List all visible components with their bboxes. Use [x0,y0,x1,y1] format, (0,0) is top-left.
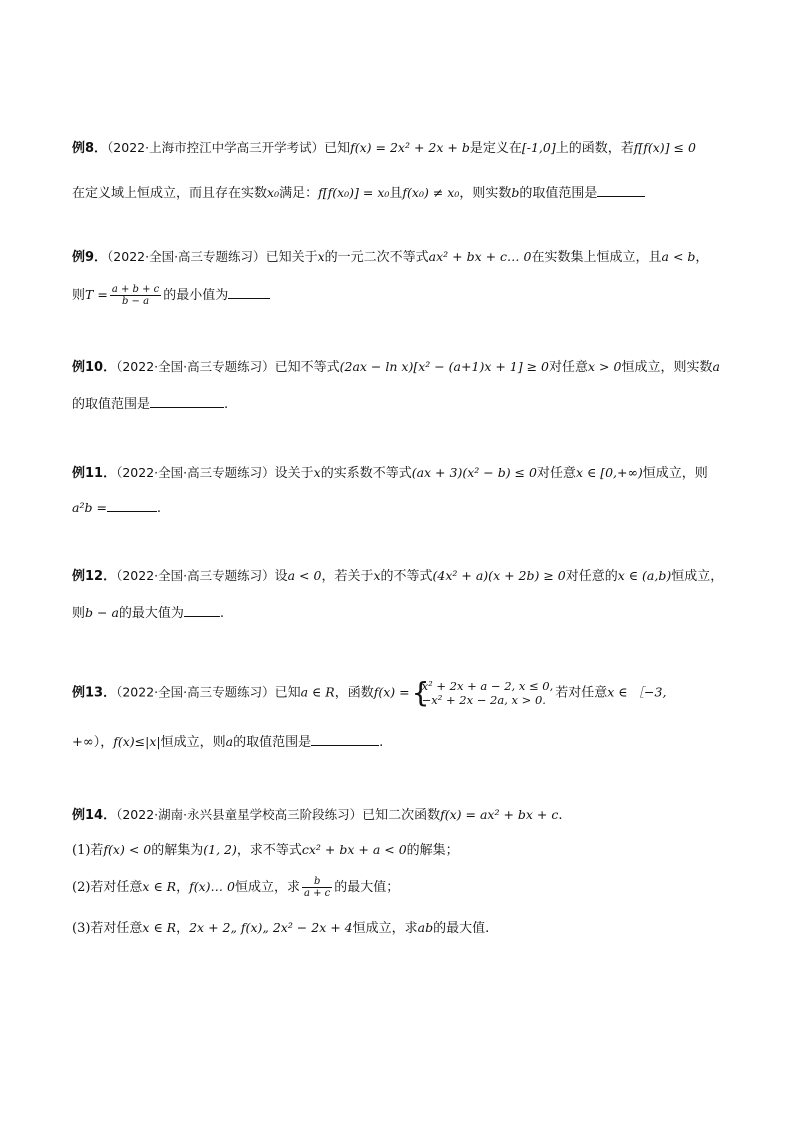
example-9-source: （2022·全国·高三专题练习） [107,249,266,264]
example-12-line-2 [72,603,732,624]
formula: T = [85,287,108,302]
fraction-denominator: b − a [121,296,150,307]
text: 在定义域上恒成立，而且存在实数 [72,186,268,201]
formula: a [225,734,234,749]
text: 恒成立，则 [642,466,708,481]
formula: f(x) = [373,684,410,700]
text: 的实系数不等式 [320,466,412,481]
answer-blank [150,395,224,408]
example-14-question-1 [72,840,732,861]
text: 恒成立，求 [234,880,300,895]
text: 的解集； [406,843,459,858]
formula: a < b [661,249,696,264]
example-11-line-2 [72,498,732,519]
text: 已知二次函数 [362,808,441,823]
formula: x ∈ (a,b) [617,568,672,583]
example-13-source: （2022·全国·高三专题练习） [116,684,275,700]
formula: [-1,0] [521,140,556,155]
example-14-source: （2022·湖南·永兴县童星学校高三阶段练习） [116,807,363,822]
text: ， [695,250,709,265]
formula: f(x) = 2x² + 2x + b [350,140,470,155]
example-11-line-1 [72,463,732,484]
text: 已知关于 [265,250,318,265]
formula: b − a [85,605,119,620]
text: 对任意的 [565,569,618,584]
example-13-line-2 [72,732,732,753]
formula: ab [417,920,434,935]
text: 的取值范围是 [519,186,598,201]
answer-blank [597,184,645,197]
formula: (2ax − ln x)[x² − (a+1)x + 1] ≥ 0 [339,359,549,374]
text: 的取值范围是 [72,397,151,412]
text: (3)若对任意 [72,921,143,936]
example-10-source: （2022·全国·高三专题练习） [116,359,275,374]
example-10-line-2 [72,395,732,415]
fraction-numerator: a + b + c [111,284,160,295]
formula: f[f(x₀)] = x₀ [318,185,390,200]
text: 满足： [279,186,319,201]
formula: b [511,185,520,200]
text: 是定义在 [469,141,522,156]
formula: x > 0 [588,359,622,374]
example-14-question-2 [72,876,732,899]
text: 对任意 [536,466,576,481]
example-12-label: 例12． [72,569,117,584]
text: . [558,808,563,823]
formula: f[f(x)] ≤ 0 [633,140,696,155]
example-12-source: （2022·全国·高三专题练习） [116,568,275,583]
example-14-label: 例14． [72,808,117,823]
text: . [379,735,384,750]
text: 的解集为 [151,843,204,858]
fraction-denominator: a + c [303,888,331,899]
text: 恒成立， [671,569,724,584]
text: ， [176,921,190,936]
example-14-question-3 [72,918,732,939]
text: 设关于 [274,466,314,481]
text: +∞）， [72,735,114,750]
text: ， [176,880,190,895]
text: 则 [72,288,86,303]
fraction [110,284,161,307]
text: 恒成立，则实数 [621,360,713,375]
formula: f(x)≤|x| [113,734,161,749]
text: 已知 [274,685,301,701]
example-8-line-2 [72,183,732,204]
example-11-source: （2022·全国·高三专题练习） [116,465,275,480]
text: 且 [389,186,403,201]
example-11-label: 例11． [72,466,117,481]
formula: x₀ [267,185,280,200]
example-12-line-1 [72,566,732,587]
example-8-label: 例8． [72,141,108,156]
text: . [156,501,162,516]
text: 的一元二次不等式 [324,250,429,265]
formula: (1, 2) [203,842,237,857]
text: 的不等式 [380,569,433,584]
text: 若对任意 [555,685,608,701]
text: 在实数集上恒成立，且 [531,250,662,265]
formula: x ∈ ［−3, [607,684,667,700]
formula: 2x + 2„ f(x)„ 2x² − 2x + 4 [189,920,353,935]
formula: ax² + bx + c… 0 [428,249,532,264]
text: 对任意 [549,360,589,375]
answer-blank [184,604,220,617]
fraction-numerator: b [302,876,332,888]
example-13-line-1 [72,676,732,709]
formula: x ∈ R [142,879,177,894]
example-9-line-1 [72,247,732,268]
text: 恒成立，则 [160,735,226,750]
formula: f(x₀) ≠ x₀ [402,185,460,200]
text: ，则实数 [459,186,512,201]
text: 设 [274,569,288,584]
formula: x [317,249,325,264]
text: 已知 [324,141,351,156]
fraction [302,876,332,899]
answer-blank [228,286,270,299]
text: 的最大值. [433,921,490,936]
text: (1)若 [72,843,104,858]
formula: x [313,465,321,480]
example-14-line-1 [72,805,732,826]
example-9-label: 例9． [72,250,108,265]
example-9-line-2 [72,284,732,307]
example-8-source: （2022·上海市控江中学高三开学考试） [107,140,325,155]
formula: f(x)… 0 [189,879,235,894]
formula: f(x) = ax² + bx + c [440,807,559,822]
example-10-line-1 [72,357,732,378]
formula: a ∈ R [300,684,335,700]
text: . [224,397,229,412]
formula: cx² + bx + a < 0 [301,842,407,857]
answer-blank [107,499,157,512]
text: ，函数 [334,685,374,701]
brace-icon: { [411,676,430,709]
text: 上的函数，若 [555,141,634,156]
formula: a²b = [72,500,107,515]
text: 恒成立，求 [352,921,418,936]
formula: a [712,359,720,374]
example-13-label: 例13． [72,685,117,701]
example-10-label: 例10． [72,360,117,375]
piecewise-row: x² + 2x + a − 2, x ≤ 0, [421,679,554,693]
text: ，若关于 [321,569,374,584]
formula: x ∈ R [142,920,177,935]
text: ，求不等式 [236,843,302,858]
formula: x ∈ [0,+∞) [575,465,643,480]
formula: f(x) < 0 [103,842,152,857]
answer-blank [311,733,379,746]
formula: a < 0 [287,568,322,583]
text: 的最小值为 [163,288,229,303]
example-8-line-1 [72,138,732,159]
text: . [219,606,225,621]
text: 的取值范围是 [233,735,312,750]
text: 的最大值为 [118,606,184,621]
text: (2)若对任意 [72,880,143,895]
piecewise-function [411,676,554,709]
piecewise-row: −x² + 2x − 2a, x > 0. [421,693,546,707]
text: 的最大值； [334,880,400,895]
text: 已知不等式 [274,360,340,375]
formula: x [373,568,381,583]
text: 则 [72,606,86,621]
formula: (4x² + a)(x + 2b) ≥ 0 [432,568,566,583]
formula: (ax + 3)(x² − b) ≤ 0 [411,465,537,480]
